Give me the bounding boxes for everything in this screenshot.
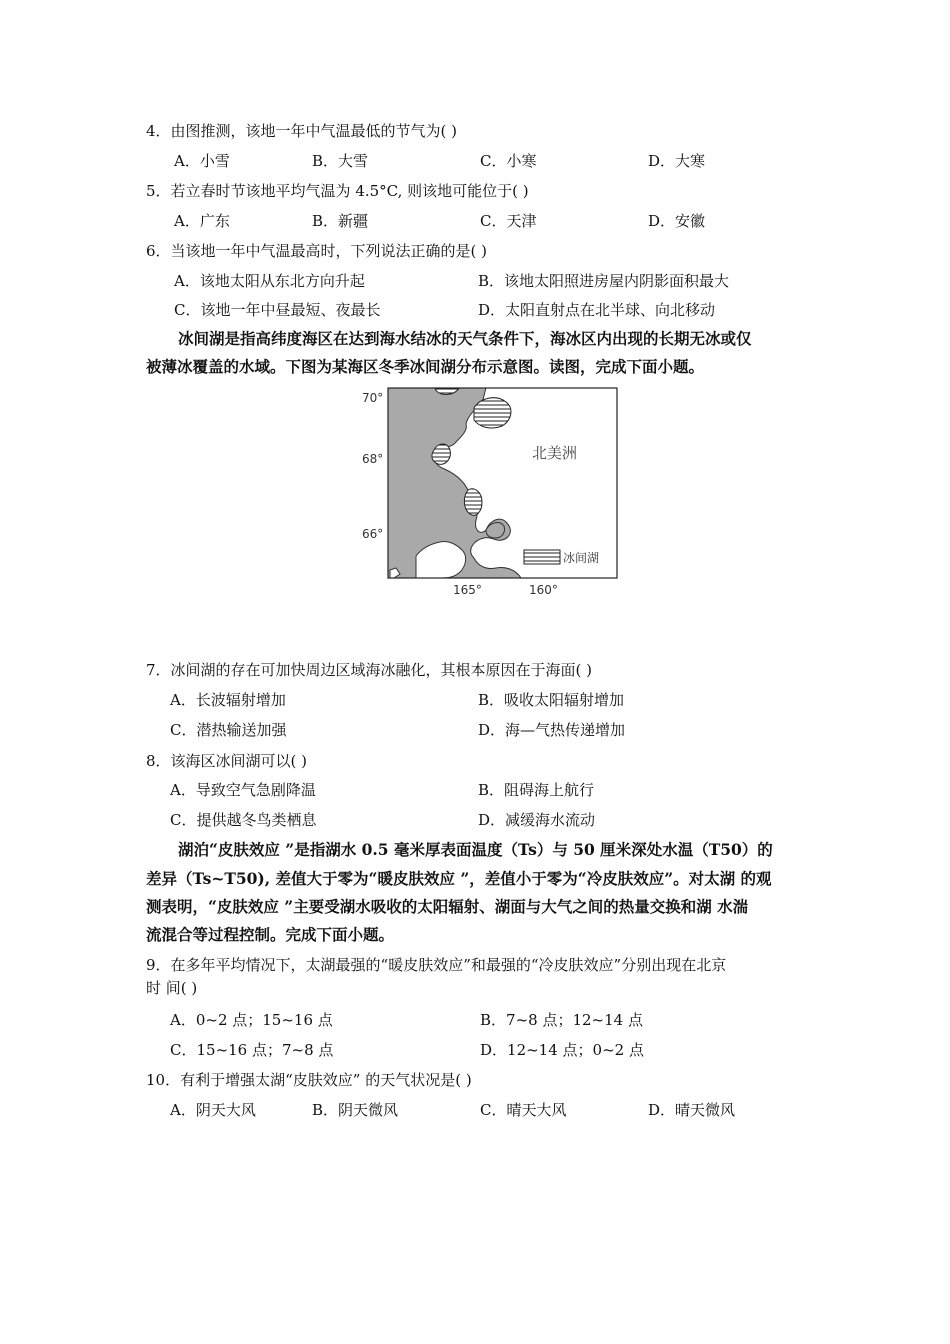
lat-label-68: 68°	[362, 452, 384, 466]
q9-stem-line1: 9．在多年平均情况下，太湖最强的“暖皮肤效应”和最强的“冷皮肤效应”分别出现在北京	[146, 956, 727, 974]
q6-option-c[interactable]: C．该地一年中昼最短、夜最长	[174, 301, 381, 319]
q5-option-a[interactable]: A．广东	[174, 212, 230, 230]
q9-option-a[interactable]: A．0~2 点；15~16 点	[170, 1011, 333, 1029]
q10-stem: 10．有利于增强太湖“皮肤效应” 的天气状况是( )	[146, 1071, 472, 1089]
q9-stem-line2: 时 间( )	[146, 979, 198, 997]
q4-option-d[interactable]: D．大寒	[648, 152, 706, 170]
q8-option-d[interactable]: D．减缓海水流动	[478, 811, 596, 829]
q5-option-c[interactable]: C．天津	[480, 212, 537, 230]
polynya-north	[474, 398, 511, 428]
q10-option-a[interactable]: A．阴天大风	[170, 1101, 256, 1119]
q9-option-d[interactable]: D．12~14 点；0~2 点	[480, 1041, 644, 1059]
q5-stem: 5．若立春时节该地平均气温为 4.5°C, 则该地可能位于( )	[146, 182, 529, 200]
lat-label-70: 70°	[362, 391, 384, 405]
region-label: 北美洲	[532, 444, 578, 462]
q4-option-c[interactable]: C．小寒	[480, 152, 537, 170]
q7-option-d[interactable]: D．海—气热传递增加	[478, 721, 626, 739]
q10-option-c[interactable]: C．晴天大风	[480, 1101, 567, 1119]
q7-option-c[interactable]: C．潜热输送加强	[170, 721, 287, 739]
lon-label-165: 165°	[453, 583, 482, 597]
q7-stem: 7．冰间湖的存在可加快周边区域海冰融化，其根本原因在于海面( )	[146, 661, 593, 679]
q6-stem: 6．当该地一年中气温最高时，下列说法正确的是( )	[146, 242, 488, 260]
q6-option-a[interactable]: A．该地太阳从东北方向升起	[174, 272, 365, 290]
lon-label-160: 160°	[529, 583, 558, 597]
q5-option-d[interactable]: D．安徽	[648, 212, 706, 230]
q4-option-b[interactable]: B．大雪	[312, 152, 369, 170]
passage2-line4: 流混合等过程控制。完成下面小题。	[146, 925, 395, 944]
q5-option-b[interactable]: B．新疆	[312, 212, 369, 230]
passage2-line3: 测表明，“皮肤效应 ”主要受湖水吸收的太阳辐射、湖面与大气之间的热量交换和湖 水湍	[146, 897, 749, 916]
q6-option-b[interactable]: B．该地太阳照进房屋内阴影面积最大	[478, 272, 730, 290]
passage1-line2: 被薄冰覆盖的水域。下图为某海区冬季冰间湖分布示意图。读图，完成下面小题。	[146, 357, 705, 376]
polynya-map	[356, 380, 626, 600]
q4-option-a[interactable]: A．小雪	[174, 152, 230, 170]
passage2-line1: 湖泊“皮肤效应 ”是指湖水 0.5 毫米厚表面温度（Ts）与 50 厘米深处水温（T50）的	[178, 840, 773, 859]
q7-option-b[interactable]: B．吸收太阳辐射增加	[478, 691, 625, 709]
legend-swatch	[524, 550, 560, 564]
polynya-south	[464, 489, 482, 516]
q9-option-b[interactable]: B．7~8 点；12~14 点	[480, 1011, 643, 1029]
q4-stem: 4．由图推测，该地一年中气温最低的节气为( )	[146, 122, 458, 140]
q8-stem: 8．该海区冰间湖可以( )	[146, 752, 308, 770]
passage2-line2: 差异（Ts~T50), 差值大于零为“暖皮肤效应 ”，差值小于零为“冷皮肤效应”。对太湖 的观	[146, 869, 772, 888]
passage1-line1: 冰间湖是指高纬度海区在达到海水结冰的天气条件下，海冰区内出现的长期无冰或仅	[178, 329, 752, 348]
lat-label-66: 66°	[362, 527, 384, 541]
q7-option-a[interactable]: A．长波辐射增加	[170, 691, 286, 709]
q9-option-c[interactable]: C．15~16 点；7~8 点	[170, 1041, 334, 1059]
legend-label: 冰间湖	[563, 551, 600, 565]
q8-option-c[interactable]: C．提供越冬鸟类栖息	[170, 811, 317, 829]
q8-option-b[interactable]: B．阻碍海上航行	[478, 781, 595, 799]
q10-option-b[interactable]: B．阴天微风	[312, 1101, 399, 1119]
q8-option-a[interactable]: A．导致空气急剧降温	[170, 781, 316, 799]
q6-option-d[interactable]: D．太阳直射点在北半球、向北移动	[478, 301, 716, 319]
q10-option-d[interactable]: D．晴天微风	[648, 1101, 736, 1119]
